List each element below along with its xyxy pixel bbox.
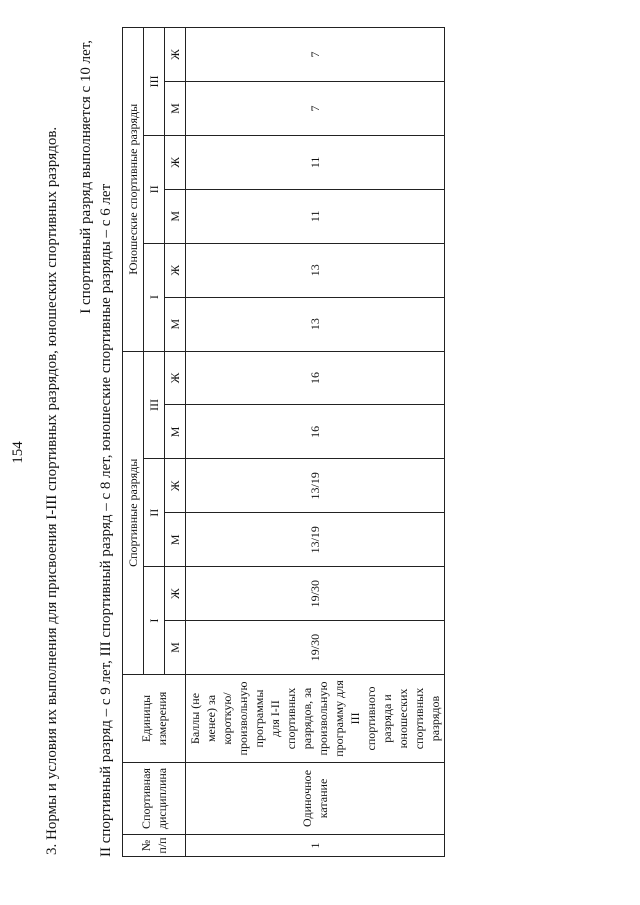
header-sport-rank-2: II [144,459,165,567]
value-sport-1-f: 19/30 [186,567,445,621]
header-youth-rank-1: I [144,243,165,351]
header-youth-3-f: Ж [165,28,186,82]
value-sport-3-m: 16 [186,405,445,459]
header-sport-3-f: Ж [165,351,186,405]
page-number: 154 [10,441,26,464]
value-youth-2-m: 11 [186,189,445,243]
header-youth-1-m: М [165,297,186,351]
value-sport-3-f: 16 [186,351,445,405]
header-youth-ranks: Юношеские спортивные разряды [123,28,144,352]
header-youth-1-f: Ж [165,243,186,297]
header-youth-3-m: М [165,82,186,136]
header-sport-1-f: Ж [165,567,186,621]
header-sport-rank-3: III [144,351,165,459]
value-sport-1-m: 19/30 [186,621,445,675]
value-youth-1-f: 13 [186,243,445,297]
value-sport-2-f: 13/19 [186,459,445,513]
header-sport-rank-1: I [144,567,165,675]
header-sport-1-m: М [165,621,186,675]
header-youth-2-f: Ж [165,135,186,189]
value-sport-2-m: 13/19 [186,513,445,567]
norms-table [122,27,445,857]
age-note-line-2: II спортивный разряд – с 9 лет, III спортивный разряд – с 8 лет, юношеские спортивные разряды – с 6 лет [98,183,114,857]
header-units: Единицы измерения [123,675,186,763]
value-youth-1-m: 13 [186,297,445,351]
value-youth-2-f: 11 [186,135,445,189]
header-youth-rank-2: II [144,135,165,243]
value-youth-3-f: 7 [186,28,445,82]
header-num: № п/п [123,835,186,857]
row-discipline: Одиночное катание [186,763,445,835]
table-row [186,28,445,857]
header-discipline: Спортивная дисциплина [123,763,186,835]
value-youth-3-m: 7 [186,82,445,136]
row-units: Баллы (не менее) за короткую/ произвольную программы для I-II спортивных разрядов, за произвольную программу для III спортивного разряда и юношеских спортивных разрядов [186,675,445,763]
section-heading: 3. Нормы и условия их выполнения для присвоения I-III спортивных разрядов, юношеских спортивных разрядов. [44,126,60,855]
header-sport-ranks: Спортивные разряды [123,351,144,674]
age-note-line-1: I спортивный разряд выполняется с 10 лет, [78,40,94,314]
header-row-1 [123,28,144,857]
header-sport-3-m: М [165,405,186,459]
row-num: 1 [186,835,445,857]
header-sport-2-m: М [165,513,186,567]
header-youth-2-m: М [165,189,186,243]
header-youth-rank-3: III [144,28,165,136]
header-sport-2-f: Ж [165,459,186,513]
